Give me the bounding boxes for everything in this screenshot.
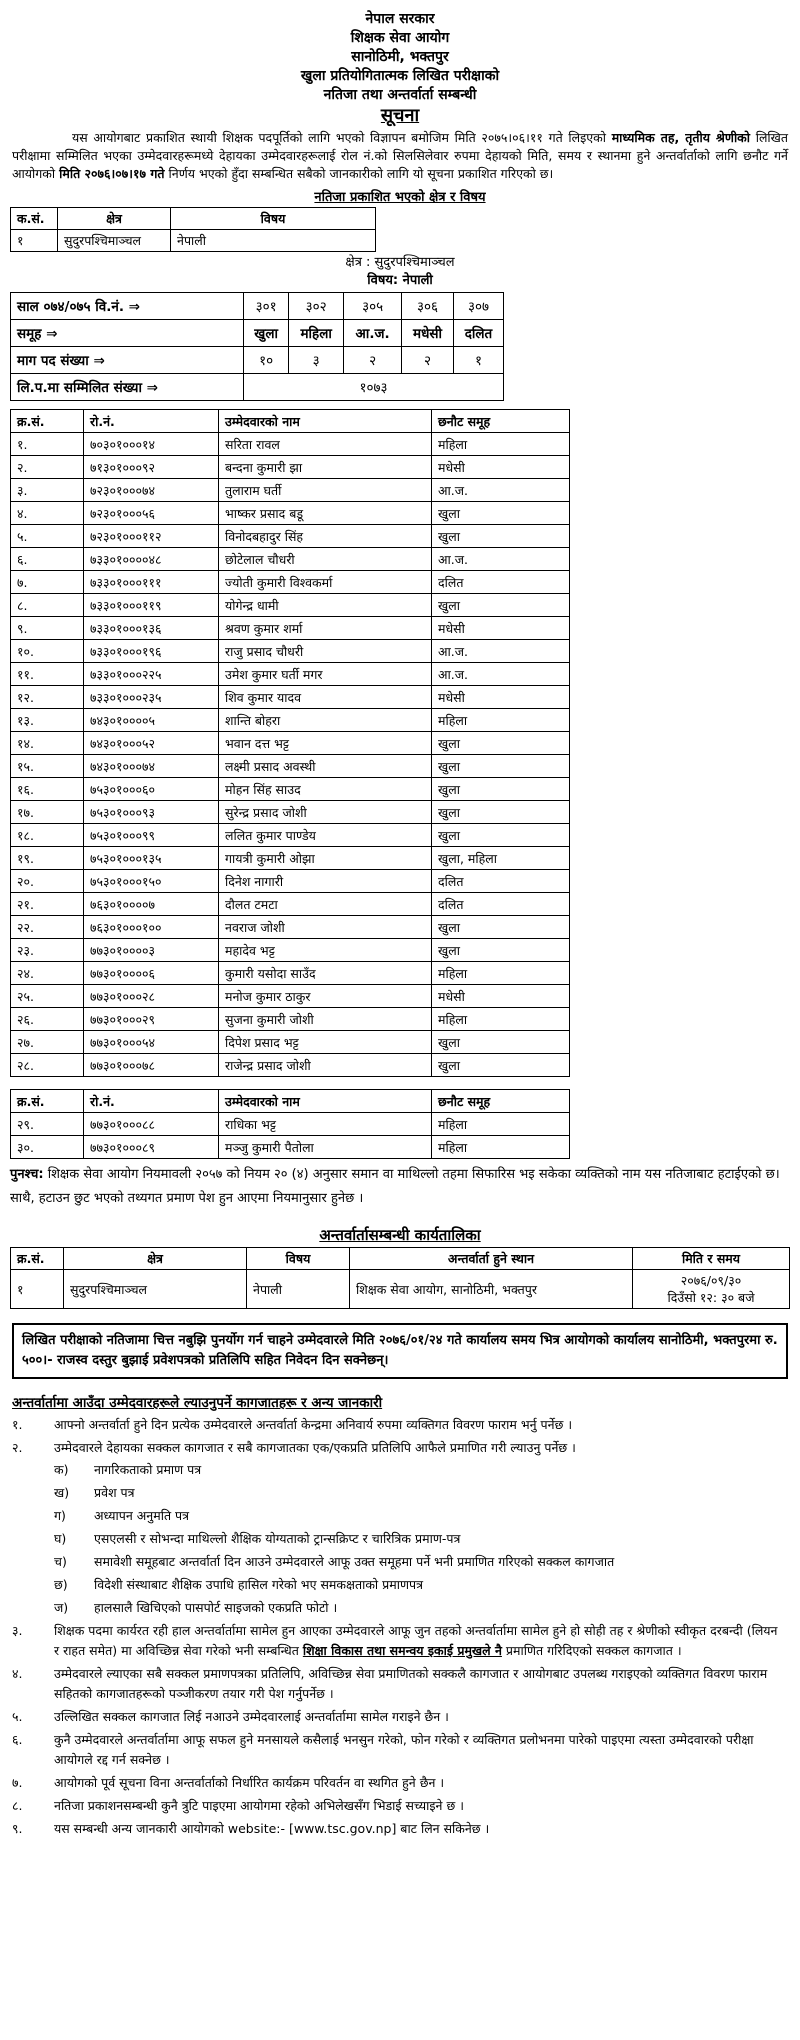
table-row [11, 962, 570, 985]
vacancy-group: महिला [289, 320, 344, 347]
table-cell: १७. [11, 801, 84, 824]
additional-header: छनौट समूह [432, 1090, 570, 1113]
table-cell: मोहन सिंह साउद [219, 778, 432, 801]
sub-list-item-label: छ) [54, 1577, 68, 1592]
intro-text-3: निर्णय भएको हुँदा सम्बन्धित सबैको जानकारीको लागि यो सूचना प्रकाशित गरिएको छ। [164, 166, 554, 181]
table-cell: महिला [432, 433, 570, 456]
table-row [11, 1031, 570, 1054]
table-cell: राजेन्द्र प्रसाद जोशी [219, 1054, 432, 1077]
table-cell: ६. [11, 548, 84, 571]
header-location: सानोठिमी, भक्तपुर [351, 49, 449, 65]
list-item-text: कुनै उम्मेदवारले अन्तर्वार्तामा आफू सफल हुने मनसायले कसैलाई भनसुन गरेको, फोन गरेको र व्यक्तिगत प्रलोभनमा पारेको पाइएमा त्यस्ता उम्मेदवारको परीक्षा आयोगले रद्द गर्न सक्नेछ । [54, 1732, 754, 1767]
documents-list-continued [0, 1664, 800, 1839]
result-area-header: क्षेत्र [58, 208, 171, 230]
interview-header: क्र.सं. [11, 1248, 64, 1270]
list-item-number: २. [12, 1440, 23, 1455]
header-exam-type: खुला प्रतियोगितात्मक लिखित परीक्षाको [300, 68, 500, 84]
vacancy-exam-count: १०७३ [244, 374, 504, 401]
table-cell: तुलाराम घर्ती [219, 479, 432, 502]
candidates-header: क्र.सं. [11, 410, 84, 433]
table-cell: सरिता रावल [219, 433, 432, 456]
table-cell: महादेव भट्ट [219, 939, 432, 962]
table-cell: छोटेलाल चौधरी [219, 548, 432, 571]
subject-label [0, 272, 800, 290]
table-cell: कुमारी यसोदा साउँद [219, 962, 432, 985]
table-row [11, 525, 570, 548]
vacancy-group-label: समूह ⇒ [11, 320, 244, 347]
intro-paragraph [12, 129, 788, 183]
sub-list-item-text: विदेशी संस्थाबाट शैक्षिक उपाधि हासिल गरेको भए समकक्षताको प्रमाणपत्र [94, 1577, 424, 1592]
vacancy-code: ३०७ [453, 293, 503, 320]
list-item [12, 1796, 786, 1816]
table-row [11, 502, 570, 525]
list-item-number: ३. [12, 1623, 23, 1638]
table-cell: ज्योती कुमारी विश्वकर्मा [219, 571, 432, 594]
vacancy-post-count: ३ [289, 347, 344, 374]
table-row [11, 433, 570, 456]
interview-subject: नेपाली [247, 1270, 350, 1309]
header-commission: शिक्षक सेवा आयोग [350, 30, 450, 46]
table-cell: १४. [11, 732, 84, 755]
table-cell: ७५३०१०००६० [84, 778, 219, 801]
list-item-number: ९. [12, 1821, 23, 1836]
table-cell: ७४३०१०००५२ [84, 732, 219, 755]
table-row [11, 939, 570, 962]
table-cell: १८. [11, 824, 84, 847]
table-cell: ९. [11, 617, 84, 640]
intro-bold-level: माध्यमिक तह, तृतीय श्रेणीको [611, 130, 751, 145]
list-item-number: ७. [12, 1775, 23, 1790]
table-cell: ७७३०१०००८८ [84, 1113, 219, 1136]
vacancy-exam-label: लि.प.मा सम्मिलित संख्या ⇒ [11, 374, 244, 401]
table-cell: शान्ति बोहरा [219, 709, 432, 732]
vacancy-year-label: साल ०७४/०७५ वि.नं. ⇒ [11, 293, 244, 320]
table-cell: १०. [11, 640, 84, 663]
table-row [11, 1136, 570, 1159]
sub-list-item-text: एसएलसी र सोभन्दा माथिल्लो शैक्षिक योग्यताको ट्रान्सक्रिप्ट र चारित्रिक प्रमाण-पत्र [94, 1531, 461, 1546]
vacancy-exam-row [11, 374, 504, 401]
interview-time: दिउँसो १२: ३० बजे [667, 1290, 755, 1305]
sub-list-item-text: नागरिकताको प्रमाण पत्र [94, 1462, 202, 1477]
candidates-header: रो.नं. [84, 410, 219, 433]
list-item-number: ४. [12, 1666, 23, 1681]
table-row [11, 617, 570, 640]
list-item-text: उम्मेदवारले ल्याएका सबै सक्कल प्रमाणपत्रका प्रतिलिपि, अविच्छिन्न सेवा प्रमाणितको सक्कलै कागजात र आयोगबाट उपलब्ध गराइएको व्यक्तिगत विवरण फाराम सहितको कागजातहरूको पञ्जीकरण तयार गरी पेश गर्नुपर्नेछ । [54, 1666, 768, 1701]
table-cell: नेपाली [171, 230, 376, 252]
table-cell: मधेसी [432, 617, 570, 640]
interview-datetime [633, 1270, 790, 1309]
table-cell: आ.ज. [432, 663, 570, 686]
table-cell: ७३३०१००००४८ [84, 548, 219, 571]
area-label-text: क्षेत्र : सुदुरपश्चिमाञ्चल [345, 255, 455, 270]
result-area-header: विषय [171, 208, 376, 230]
table-row [11, 1270, 790, 1309]
table-cell: ७०३०१०००१४ [84, 433, 219, 456]
table-cell: खुला [432, 755, 570, 778]
table-cell: नवराज जोशी [219, 916, 432, 939]
table-cell: ७७३०१००००६ [84, 962, 219, 985]
header-govt: नेपाल सरकार [365, 11, 435, 27]
table-row [11, 1054, 570, 1077]
table-cell: २८. [11, 1054, 84, 1077]
table-cell: ७७३०१००००३ [84, 939, 219, 962]
table-cell: ७४३०१०००७४ [84, 755, 219, 778]
table-cell: ७४३०१००००५ [84, 709, 219, 732]
table-cell: १५. [11, 755, 84, 778]
table-cell: ७७३०१०००२९ [84, 1008, 219, 1031]
table-row [11, 709, 570, 732]
notice-title: सूचना [380, 105, 420, 126]
vacancy-table [10, 292, 504, 401]
table-cell: योगेन्द्र धामी [219, 594, 432, 617]
table-row [11, 640, 570, 663]
table-cell: सुरेन्द्र प्रसाद जोशी [219, 801, 432, 824]
table-cell: खुला [432, 824, 570, 847]
table-cell: दलित [432, 571, 570, 594]
table-cell: मधेसी [432, 686, 570, 709]
table-cell: ७५३०१०००१३५ [84, 847, 219, 870]
sub-list-item [54, 1506, 786, 1526]
list-item-number: ६. [12, 1732, 23, 1747]
result-area-header: क.सं. [11, 208, 58, 230]
interview-area: सुदुरपश्चिमाञ्चल [64, 1270, 247, 1309]
table-cell: २५. [11, 985, 84, 1008]
interview-table [10, 1247, 790, 1309]
table-cell: शिव कुमार यादव [219, 686, 432, 709]
sub-list-item-text: समावेशी समूहबाट अन्तर्वार्ता दिन आउने उम्मेदवारले आफू उक्त समूहमा पर्ने भनी प्रमाणित गरिएको सक्कल कागजात [94, 1554, 615, 1569]
table-cell: ७७३०१०००७८ [84, 1054, 219, 1077]
list-item-text: यस सम्बन्धी अन्य जानकारी आयोगको website:- [www.tsc.gov.np] बाट लिन सकिनेछ । [54, 1821, 490, 1836]
list-item-number: १. [12, 1417, 23, 1432]
sub-list-item-label: ज) [54, 1600, 69, 1615]
interview-header: अन्तर्वार्ता हुने स्थान [350, 1248, 633, 1270]
table-cell: ७३३०१०००१९६ [84, 640, 219, 663]
intro-text-2: लिखित परीक्षामा सम्मिलित भएका उम्मेदवारहरूमध्ये देहायका उम्मेदवारहरूलाई रोल नं.को सिलसिलेवार रुपमा देहायको मिति, समय र स्थानमा हुने अन्तर्वार्ताको लागि छनौट गर्ने आयोगको [12, 130, 789, 181]
table-cell: ७३३०१०००११९ [84, 594, 219, 617]
vacancy-group: मधेसी [402, 320, 454, 347]
table-cell: राजु प्रसाद चौधरी [219, 640, 432, 663]
sub-list-item [54, 1529, 786, 1549]
table-cell: खुला, महिला [432, 847, 570, 870]
list-item-number: ५. [12, 1709, 23, 1724]
candidates-header: छनौट समूह [432, 410, 570, 433]
table-row [11, 686, 570, 709]
additional-header: क्र.सं. [11, 1090, 84, 1113]
additional-header: रो.नं. [84, 1090, 219, 1113]
interview-header: मिति र समय [633, 1248, 790, 1270]
list-item [12, 1730, 786, 1770]
list-item [12, 1415, 786, 1435]
table-cell: ७५३०१०००९९ [84, 824, 219, 847]
sub-list-item [54, 1552, 786, 1572]
table-row [11, 893, 570, 916]
list-item-number: ८. [12, 1798, 23, 1813]
table-cell: दिनेश नागारी [219, 870, 432, 893]
table-cell: ७१३०१०००९२ [84, 456, 219, 479]
candidates-header: उम्मेदवारको नाम [219, 410, 432, 433]
table-cell: ७२३०१०००११२ [84, 525, 219, 548]
sub-list-item [54, 1483, 786, 1503]
table-row [11, 663, 570, 686]
table-cell: २१. [11, 893, 84, 916]
table-cell: भाष्कर प्रसाद बडू [219, 502, 432, 525]
candidates-table [10, 409, 570, 1077]
sub-list-item-text: प्रवेश पत्र [94, 1485, 135, 1500]
table-cell: २२. [11, 916, 84, 939]
vacancy-post-count: २ [344, 347, 402, 374]
table-cell: ३. [11, 479, 84, 502]
list-item-bold-text: शिक्षा विकास तथा समन्वय इकाई प्रमुखले नै [302, 1643, 502, 1658]
table-cell: २४. [11, 962, 84, 985]
table-cell: ११. [11, 663, 84, 686]
list-item-text: उल्लिखित सक्कल कागजात लिई नआउने उम्मेदवारलाई अन्तर्वार्तामा सामेल गराइने छैन । [54, 1709, 449, 1724]
table-cell: राधिका भट्ट [219, 1113, 432, 1136]
table-cell: विनोदबहादुर सिंह [219, 525, 432, 548]
table-cell: मधेसी [432, 985, 570, 1008]
table-cell: ७२३०१०००५६ [84, 502, 219, 525]
table-cell: खुला [432, 916, 570, 939]
list-item-text: शिक्षक पदमा कार्यरत रही हाल अन्तर्वार्तामा सामेल हुन आएका उम्मेदवारले आफू जुन तहको अन्तर्वार्तामा सामेल हुने हो सोही तह र श्रेणीको स्वीकृत दरबन्दी (लियन र राहत समेत) मा अविच्छिन्न सेवा गरेको भनी सम्बन्धित [54, 1623, 778, 1658]
table-cell: महिला [432, 1113, 570, 1136]
table-cell: खुला [432, 594, 570, 617]
table-cell: खुला [432, 1054, 570, 1077]
note-paragraph [10, 1163, 786, 1211]
list-item [12, 1707, 786, 1727]
table-cell: ७७३०१०००५४ [84, 1031, 219, 1054]
table-cell: ७६३०१००००७ [84, 893, 219, 916]
sub-list-item-label: ग) [54, 1508, 66, 1523]
table-cell: २९. [11, 1113, 84, 1136]
table-row [11, 1113, 570, 1136]
table-cell: ३०. [11, 1136, 84, 1159]
table-cell: महिला [432, 709, 570, 732]
table-cell: खुला [432, 939, 570, 962]
table-row [11, 230, 376, 252]
sub-list-item-text: अध्यापन अनुमति पत्र [94, 1508, 190, 1523]
sub-list-item [54, 1598, 786, 1618]
list-item-text: प्रमाणित गरिदिएको सक्कल कागजात । [501, 1643, 682, 1658]
table-cell: दिपेश प्रसाद भट्ट [219, 1031, 432, 1054]
list-item-text: आयोगको पूर्व सूचना विना अन्तर्वार्ताको निर्धारित कार्यक्रम परिवर्तन वा स्थगित हुने छैन । [54, 1775, 445, 1790]
table-cell: १३. [11, 709, 84, 732]
list-item-text: आफ्नो अन्तर्वार्ता हुने दिन प्रत्येक उम्मेदवारले अन्तर्वार्ता केन्द्रमा अनिवार्य रुपमा व्यक्तिगत विवरण फाराम भर्नु पर्नेछ । [54, 1417, 573, 1432]
table-cell: महिला [432, 1008, 570, 1031]
interview-header: विषय [247, 1248, 350, 1270]
table-row [11, 870, 570, 893]
table-row [11, 571, 570, 594]
table-row [11, 916, 570, 939]
recheck-notice-box [12, 1323, 788, 1379]
table-cell: दलित [432, 870, 570, 893]
table-cell: २०. [11, 870, 84, 893]
list-item [12, 1664, 786, 1704]
vacancy-posts-row [11, 347, 504, 374]
vacancy-post-count: २ [402, 347, 454, 374]
sub-list-item-text: हालसालै खिचिएको पासपोर्ट साइजको एकप्रति फोटो । [94, 1600, 338, 1615]
table-cell: भवान दत्त भट्ट [219, 732, 432, 755]
vacancy-code: ३०१ [244, 293, 289, 320]
additional-body [11, 1113, 570, 1159]
table-row [11, 732, 570, 755]
table-cell: गायत्री कुमारी ओझा [219, 847, 432, 870]
note-label: पुनश्च: [10, 1167, 44, 1182]
vacancy-code: ३०२ [289, 293, 344, 320]
list-item-text: नतिजा प्रकाशनसम्बन्धी कुनै त्रुटि पाइएमा आयोगमा रहेको अभिलेखसँग भिडाई सच्याइने छ । [54, 1798, 464, 1813]
table-cell: ७. [11, 571, 84, 594]
table-cell: मनोज कुमार ठाकुर [219, 985, 432, 1008]
notice-header [0, 0, 800, 127]
sub-list-item-label: क) [54, 1462, 69, 1477]
table-row [11, 594, 570, 617]
table-cell: २. [11, 456, 84, 479]
interview-title-text: अन्तर्वार्तासम्बन्धी कार्यतालिका [319, 1226, 481, 1244]
table-cell: ७६३०१०००१०० [84, 916, 219, 939]
area-label [0, 254, 800, 272]
result-area-table [10, 207, 376, 252]
table-cell: उमेश कुमार घर्ती मगर [219, 663, 432, 686]
additional-candidates-table [10, 1089, 570, 1159]
table-cell: ७३३०१०००१११ [84, 571, 219, 594]
list-item [12, 1621, 786, 1661]
table-row [11, 755, 570, 778]
table-cell: ८. [11, 594, 84, 617]
table-cell: बन्दना कुमारी झा [219, 456, 432, 479]
table-cell: ७७३०१०००८९ [84, 1136, 219, 1159]
table-cell: खुला [432, 732, 570, 755]
interview-header: क्षेत्र [64, 1248, 247, 1270]
table-cell: १९. [11, 847, 84, 870]
table-cell: ७२३०१०००७४ [84, 479, 219, 502]
list-item [12, 1773, 786, 1793]
table-cell: खुला [432, 778, 570, 801]
table-row [11, 847, 570, 870]
table-cell: लक्ष्मी प्रसाद अवस्थी [219, 755, 432, 778]
vacancy-code: ३०६ [402, 293, 454, 320]
table-cell: २३. [11, 939, 84, 962]
table-cell: महिला [432, 962, 570, 985]
sub-list-item-label: च) [54, 1554, 67, 1569]
vacancy-group: खुला [244, 320, 289, 347]
table-cell: आ.ज. [432, 479, 570, 502]
table-cell: मधेसी [432, 456, 570, 479]
list-item [12, 1438, 786, 1618]
header-subject: नतिजा तथा अन्तर्वार्ता सम्बन्धी [323, 87, 477, 103]
table-cell: १ [11, 230, 58, 252]
sub-list-item [54, 1460, 786, 1480]
table-cell: आ.ज. [432, 640, 570, 663]
table-cell: खुला [432, 1031, 570, 1054]
table-row [11, 548, 570, 571]
table-cell: खुला [432, 502, 570, 525]
table-row [11, 824, 570, 847]
table-cell: महिला [432, 1136, 570, 1159]
vacancy-code: ३०५ [344, 293, 402, 320]
subject-label-text: विषय: नेपाली [367, 273, 433, 288]
intro-bold-date: मिति २०७६।०७।१७ गते [59, 166, 165, 181]
table-row [11, 801, 570, 824]
table-cell: ललित कुमार पाण्डेय [219, 824, 432, 847]
vacancy-code-row [11, 293, 504, 320]
table-cell: मञ्जु कुमारी पैतोला [219, 1136, 432, 1159]
interview-date: २०७६/०९/३० [680, 1273, 742, 1288]
table-cell: दौलत टमटा [219, 893, 432, 916]
result-area-title-text: नतिजा प्रकाशित भएको क्षेत्र र विषय [314, 190, 486, 205]
table-cell: ७५३०१०००९३ [84, 801, 219, 824]
candidates-body [11, 433, 570, 1077]
vacancy-posts-label: माग पद संख्या ⇒ [11, 347, 244, 374]
documents-title: अन्तर्वार्तामा आउँदा उम्मेदवारहरूले ल्याउनुपर्ने कागजातहरू र अन्य जानकारी [12, 1395, 383, 1411]
result-area-title [0, 187, 800, 205]
table-cell: ७३३०१०००२२५ [84, 663, 219, 686]
table-row [11, 778, 570, 801]
intro-text-1: यस आयोगबाट प्रकाशित स्थायी शिक्षक पदपूर्तिको लागि भएको विज्ञापन बमोजिम मिति २०७५।०६।११ गते लिइएको [72, 130, 612, 145]
vacancy-post-count: १ [453, 347, 503, 374]
table-row [11, 1008, 570, 1031]
additional-header: उम्मेदवारको नाम [219, 1090, 432, 1113]
table-cell: खुला [432, 525, 570, 548]
vacancy-group: आ.ज. [344, 320, 402, 347]
table-row [11, 456, 570, 479]
table-cell: ७३३०१०००२३५ [84, 686, 219, 709]
table-cell: दलित [432, 893, 570, 916]
table-cell: २७. [11, 1031, 84, 1054]
documents-sub-list [54, 1460, 786, 1618]
table-cell: श्रवण कुमार शर्मा [219, 617, 432, 640]
vacancy-group: दलित [453, 320, 503, 347]
table-cell: ७३३०१०००१३६ [84, 617, 219, 640]
table-cell: ७५३०१०००१५० [84, 870, 219, 893]
table-cell: आ.ज. [432, 548, 570, 571]
list-item [12, 1819, 786, 1839]
table-cell: २६. [11, 1008, 84, 1031]
table-cell: ५. [11, 525, 84, 548]
list-item-text: उम्मेदवारले देहायका सक्कल कागजात र सबै कागजातका एक/एकप्रति प्रतिलिपि आफैले प्रमाणित गरी ल्याउनु पर्नेछ । [54, 1440, 576, 1455]
table-cell: सुजना कुमारी जोशी [219, 1008, 432, 1031]
table-cell: ७७३०१०००२८ [84, 985, 219, 1008]
recheck-notice-text: लिखित परीक्षाको नतिजामा चित्त नबुझि पुनर्योग गर्न चाहने उम्मेदवारले मिति २०७६/०१/२४ गते कार्यालय समय भित्र आयोगको कार्यालय सानोठिमी, भक्तपुरमा रु. ५००।- राजस्व दस्तुर बुझाई प्रवेशपत्रको प्रतिलिपि सहित निवेदन दिन सक्नेछन्। [22, 1333, 778, 1368]
sub-list-item-label: घ) [54, 1531, 67, 1546]
table-cell: सुदुरपश्चिमाञ्चल [58, 230, 171, 252]
interview-sn: १ [11, 1270, 64, 1309]
table-row [11, 479, 570, 502]
table-cell: १२. [11, 686, 84, 709]
table-cell: १६. [11, 778, 84, 801]
vacancy-group-row [11, 320, 504, 347]
table-cell: १. [11, 433, 84, 456]
sub-list-item [54, 1575, 786, 1595]
table-row [11, 985, 570, 1008]
table-cell: खुला [432, 801, 570, 824]
documents-list [0, 1415, 800, 1661]
vacancy-post-count: १० [244, 347, 289, 374]
note-text: शिक्षक सेवा आयोग नियमावली २०५७ को नियम २० (४) अनुसार समान वा माथिल्लो तहमा सिफारिस भइ सकेका व्यक्तिको नाम यस नतिजाबाट हटाईएको छ। साथै, हटाउन छुट भएको तथ्यगत प्रमाण पेश हुन आएमा नियमानुसार हुनेछ । [10, 1167, 780, 1206]
table-cell: ४. [11, 502, 84, 525]
interview-place: शिक्षक सेवा आयोग, सानोठिमी, भक्तपुर [350, 1270, 633, 1309]
interview-title [0, 1225, 800, 1245]
sub-list-item-label: ख) [54, 1485, 70, 1500]
